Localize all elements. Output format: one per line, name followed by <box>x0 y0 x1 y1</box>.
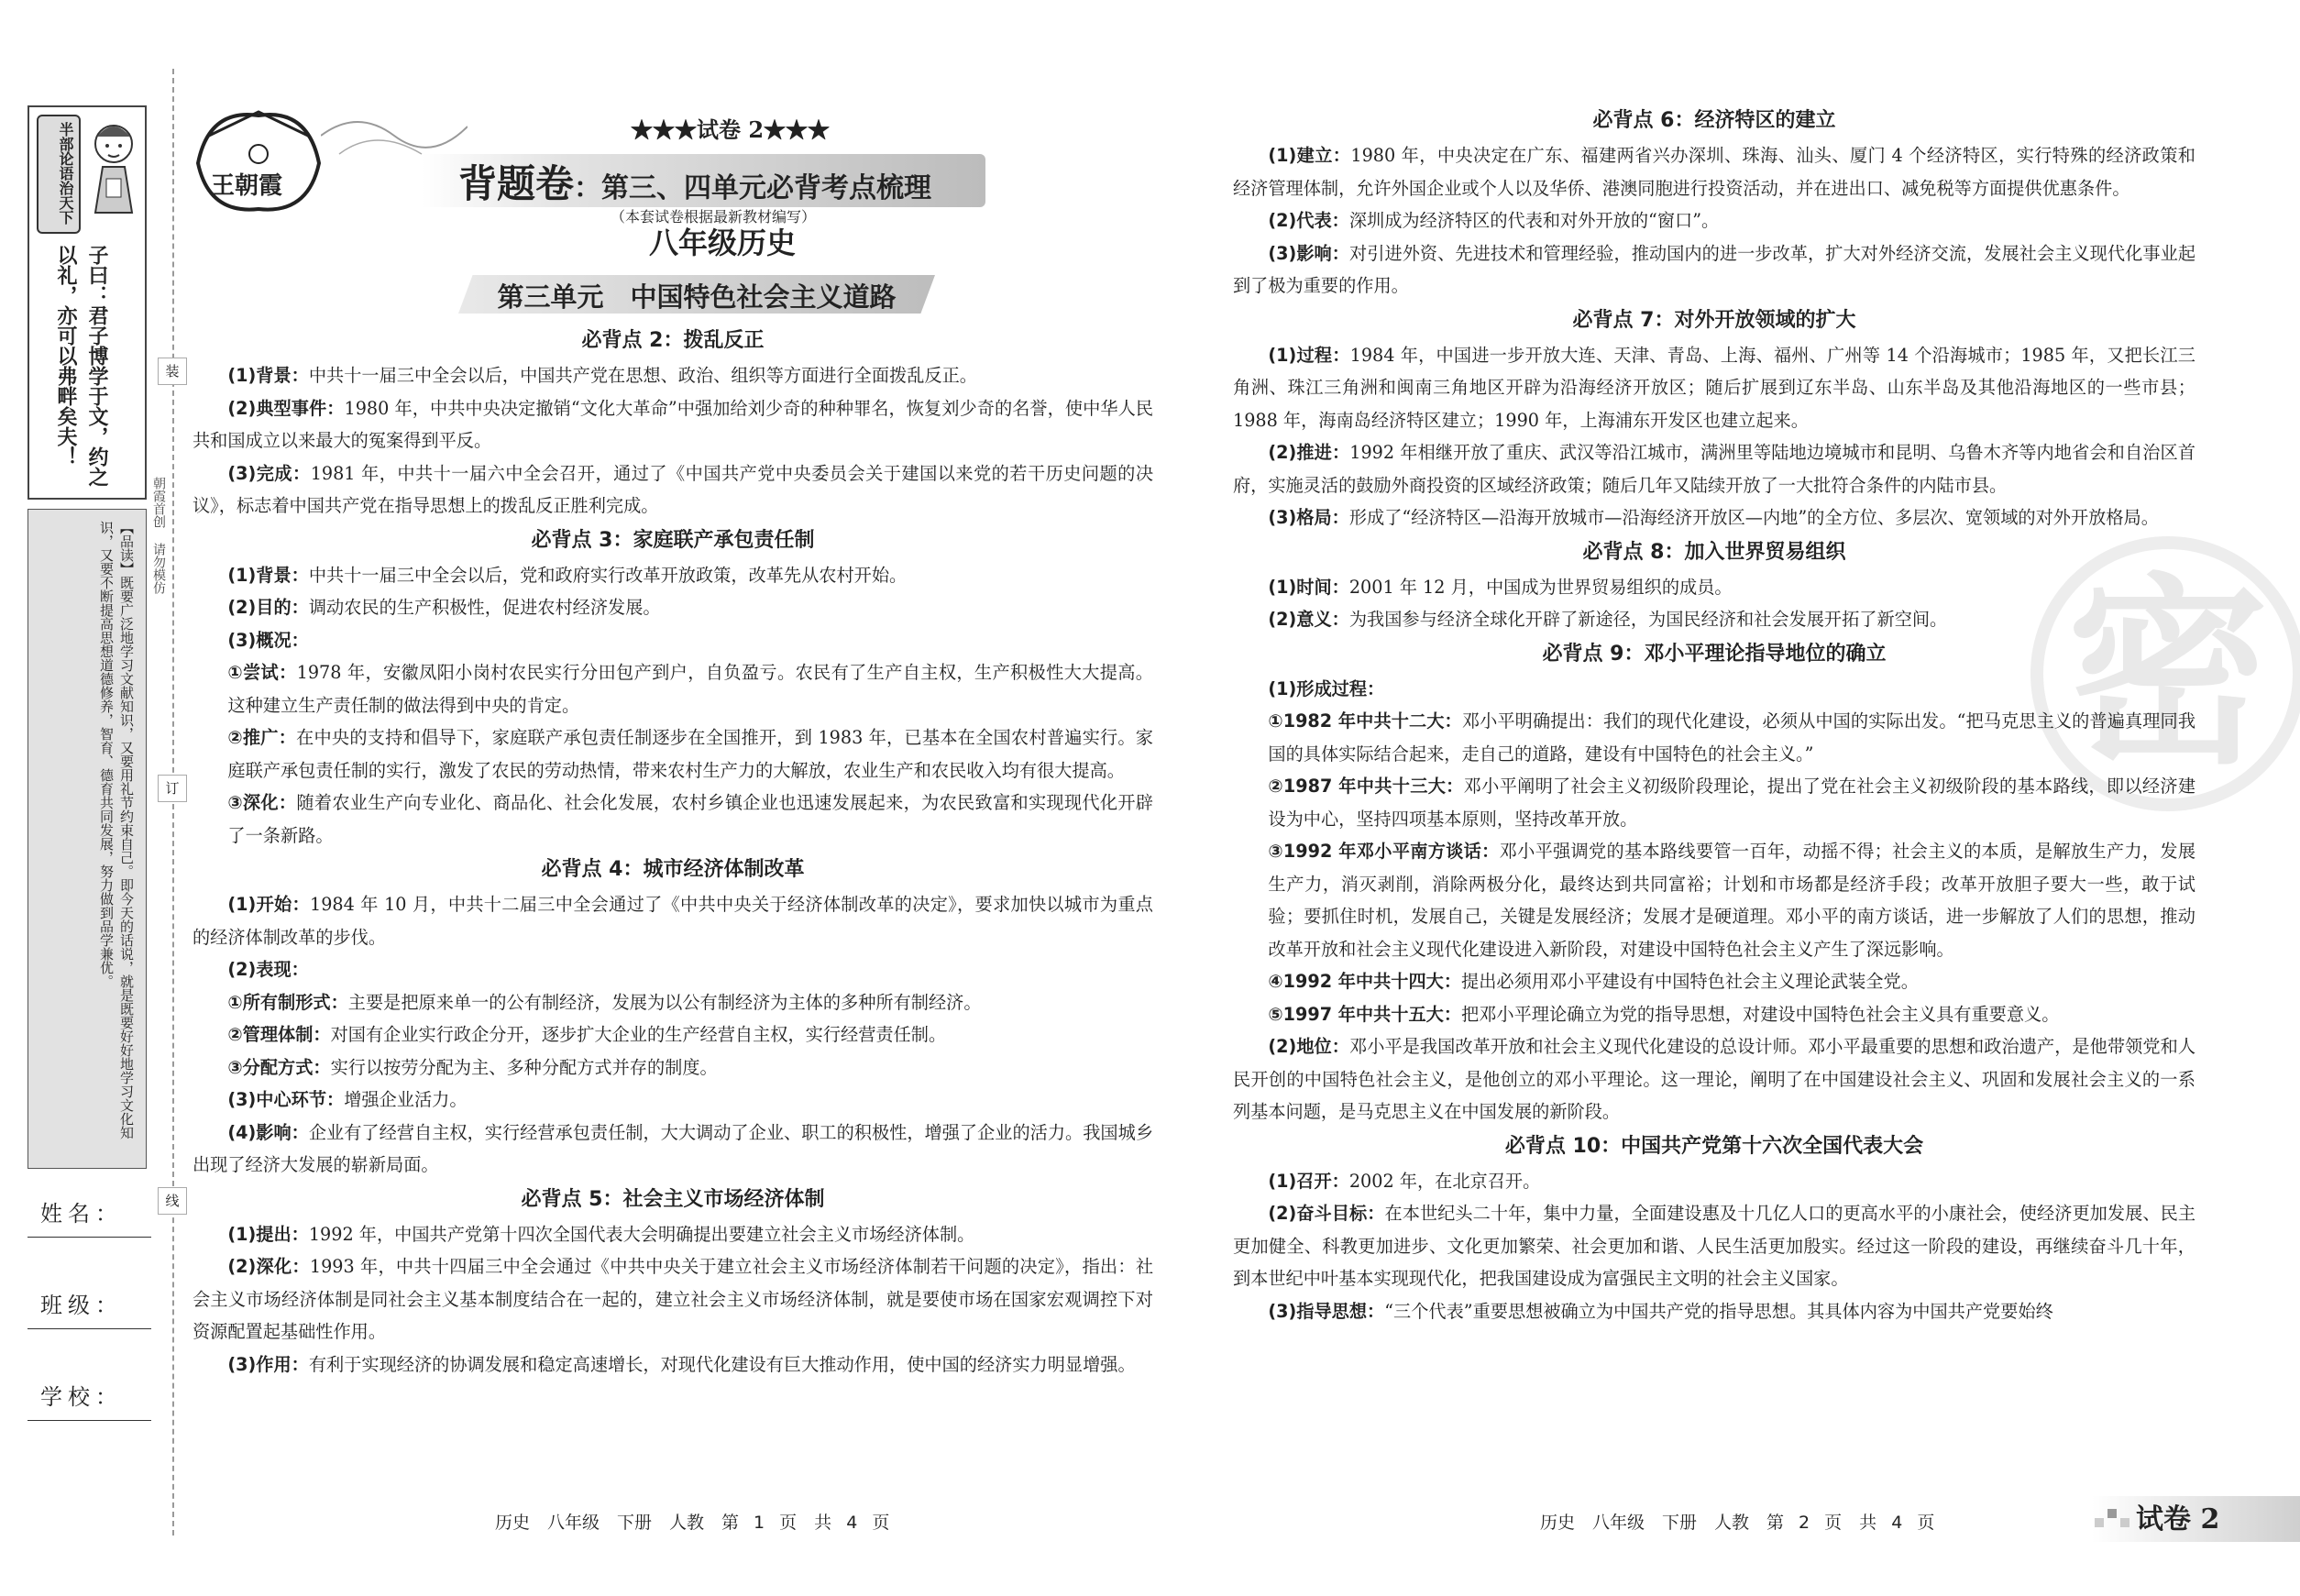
school-label: 学校： <box>40 1384 123 1410</box>
point <box>1233 501 2195 534</box>
point-text: 主要是把原来单一的公有制经济，发展为以公有制经济为主体的多种所有制经济。 <box>347 991 982 1013</box>
point-text: 1992 年，中国共产党第十四次全国代表大会明确提出要建立社会主义市场经济体制。 <box>308 1223 975 1245</box>
edition-note: （本套试卷根据最新教材编写） <box>611 208 817 226</box>
point-label: (1)开始： <box>227 894 310 915</box>
section-heading: 必背点 6：经济特区的建立 <box>1592 109 1836 132</box>
page-title <box>458 154 931 209</box>
point <box>193 624 1153 657</box>
point-text: 1980 年，中央决定在广东、福建两省兴办深圳、珠海、汕头、厦门 4 个经济特区，实行特殊的经济政策和经济管理体制，允许外国企业或个人以及华侨、港澳同胞进行投资活动，并在进出口、减免税等方面提供优惠条件。 <box>1233 145 2195 199</box>
point-text: 1984 年 10 月，中共十二届三中全会通过了《中共中央关于经济体制改革的决定》，要求加快以城市为重点的经济体制改革的步伐。 <box>193 894 1153 948</box>
point-text: 深圳成为经济特区的代表和对外开放的“窗口”。 <box>1348 210 1720 231</box>
class-label: 班级： <box>40 1293 123 1318</box>
title-sub: ：第三、四单元必背考点梳理 <box>574 172 932 204</box>
point-label: (1)过程： <box>1268 344 1350 366</box>
scholar-illustration <box>86 116 141 217</box>
unit-title: 第三单元 中国特色社会主义道路 <box>497 281 897 313</box>
point-text: 邓小平明确提出：我们的现代化建设，必须从中国的实际出发。“把马克思主义的普遍真理同我国的具体实际结合起来，走自己的道路，建设有中国特色的社会主义。” <box>1268 710 2196 765</box>
point-label: (1)形成过程： <box>1268 677 1385 699</box>
point <box>1233 1197 2195 1295</box>
point-label: ②管理体制： <box>227 1024 331 1045</box>
point-text: 1993 年，中共十四届三中全会通过《中共中央关于建立社会主义市场经济体制若干问题的决定》，指出：社会主义市场经济体制是同社会主义基本制度结合在一起的，建立社会主义市场经济体制，就是要使市场在国家宏观调控下对资源配置起基础性作用。 <box>193 1256 1154 1342</box>
point-text: 1984 年，中国进一步开放大连、天津、青岛、上海、福州、广州等 14 个沿海城市；1985 年，又把长江三角洲、珠江三角洲和闽南三角地区开辟为沿海经济开放区；随后扩展到辽东半岛、山东半岛及其他沿海地区的一些市县；1988 年，海南岛经济特区建立；1990 年，上海浦东开发区也建立起来。 <box>1233 344 2195 431</box>
section-heading: 必背点 10：中国共产党第十六次全国代表大会 <box>1504 1134 1924 1158</box>
section-heading: 必背点 8：加入世界贸易组织 <box>1582 540 1846 564</box>
point-text: 形成了“经济特区—沿海开放城市—沿海经济开放区—内地”的全方位、多层次、宽领域的对外开放格局。 <box>1348 507 2159 528</box>
lunyu-badge <box>37 115 81 234</box>
pindu-box <box>28 509 147 1169</box>
point-text: 对国有企业实行政企分开，逐步扩大企业的生产经营自主权，实行经营责任制。 <box>330 1024 947 1045</box>
point-text: 中共十一届三中全会以后，党和政府实行改革开放政策，改革先从农村开始。 <box>308 564 908 586</box>
binding-mark-2: 订 <box>158 775 187 802</box>
point <box>193 953 1153 986</box>
corner-squares-icon <box>2095 1505 2131 1533</box>
corner-paper-label: 试卷 2 <box>2136 1503 2220 1535</box>
brand-logo <box>191 108 326 216</box>
sub-point <box>193 986 1153 1019</box>
point-label: (2)代表： <box>1268 210 1349 231</box>
point <box>193 1348 1153 1381</box>
point-text: 为我国参与经济全球化开辟了新途径，为国民经济和社会发展开拓了新空间。 <box>1348 609 1948 630</box>
binding-mark-3: 线 <box>158 1187 187 1215</box>
point <box>1233 237 2195 303</box>
point-text: 1992 年相继开放了重庆、武汉等沿江城市，满洲里等陆地边境城市和昆明、乌鲁木齐等内地省会和自治区首府，实施灵活的鼓励外商投资的区域经济政策；随后几年又陆续开放了一大批符合条件的内陆市县。 <box>1233 442 2195 496</box>
point-label: (1)召开： <box>1268 1170 1349 1192</box>
point-label: (2)推进： <box>1268 442 1350 463</box>
point <box>1233 1165 2195 1198</box>
point <box>193 888 1153 953</box>
point-label: ①1982 年中共十二大： <box>1268 710 1462 732</box>
point-text: 对引进外资、先进技术和管理经验，推动国内的进一步改革，扩大对外经济交流，发展社会主义现代化事业起到了极为重要的作用。 <box>1233 242 2196 296</box>
point-label: (3)指导思想： <box>1268 1300 1385 1322</box>
right-column <box>1233 103 2195 1327</box>
point-text: 1980 年，中共中央决定撤销“文化大革命”中强加给刘少奇的种种罪名，恢复刘少奇的名誉，使中华人民共和国成立以来最大的冤案得到平反。 <box>193 397 1154 451</box>
sub-point <box>193 656 1153 721</box>
point-text: 增强企业活力。 <box>344 1089 468 1110</box>
point-text: 邓小平强调党的基本路线要管一百年，动摇不得；社会主义的本质，是解放生产力，发展生产力，消灭剥削，消除两极分化，最终达到共同富裕；计划和市场都是经济手段；改革开放胆子要大一些，敢于试验；要抓住时机，发展自己，关键是发展经济；发展才是硬道理。邓小平的南方谈话，进一步解放了人们的思想，推动改革开放和社会主义现代化建设进入新阶段，对建设中国特色社会主义产生了深远影响。 <box>1268 841 2196 960</box>
point-label: ②1987 年中共十三大： <box>1268 776 1464 797</box>
point-text: 中共十一届三中全会以后，中国共产党在思想、政治、组织等方面进行全面拨乱反正。 <box>308 365 977 386</box>
point-text: 1978 年，安徽凤阳小岗村农民实行分田包产到户，自负盈亏。农民有了生产自主权，生产积极性大大提高。这种建立生产责任制的做法得到中央的肯定。 <box>227 662 1153 716</box>
point <box>1233 436 2195 501</box>
left-column <box>193 323 1153 1381</box>
point <box>1233 139 2195 204</box>
point <box>193 559 1153 592</box>
point-label: (3)中心环节： <box>227 1089 345 1110</box>
point-label: ②推广： <box>227 727 297 748</box>
sub-point <box>193 787 1153 852</box>
point <box>193 457 1153 523</box>
point-label: (1)时间： <box>1268 576 1349 598</box>
point-label: (2)典型事件： <box>227 397 345 419</box>
point-label: (2)意义： <box>1268 609 1349 630</box>
point-text: 在中央的支持和倡导下，家庭联产承包责任制逐步在全国推开，到 1983 年，已基本在全国农村普遍实行。家庭联产承包责任制的实行，激发了农民的劳动热情，带来农村生产力的大解放，农业生产和农民收入均有很大提高。 <box>227 727 1153 781</box>
point-text: 实行以按劳分配为主、多种分配方式并存的制度。 <box>330 1056 718 1078</box>
footer-page-1: 历史 八年级 下册 人教 第 1 页 共 4 页 <box>495 1513 890 1533</box>
point-label: (3)概况： <box>227 629 309 651</box>
point-text: 邓小平阐明了社会主义初级阶段理论，提出了党在社会主义初级阶段的基本路线，即以经济建设为中心，坚持四项基本原则，坚持改革开放。 <box>1268 776 2196 830</box>
point <box>1233 1030 2195 1128</box>
binding-line <box>172 69 174 1535</box>
sub-point <box>1233 965 2195 998</box>
point <box>1233 673 2195 706</box>
point-text: 把邓小平理论确立为党的指导思想，对建设中国特色社会主义具有重要意义。 <box>1461 1003 2060 1025</box>
point <box>1233 204 2195 237</box>
sub-point <box>193 1018 1153 1051</box>
point-label: ③1992 年邓小平南方谈话： <box>1268 841 1500 862</box>
sub-point <box>193 721 1153 787</box>
point-text: 在本世纪头二十年，集中力量，全面建设惠及十几亿人口的更高水平的小康社会，使经济更加发展、民主更加健全、科教更加进步、文化更加繁荣、社会更加和谐、人民生活更加殷实。经过这一阶段的建设，再继续奋斗几十年，到本世纪中叶基本实现现代化，把我国建设成为富强民主文明的社会主义国家。 <box>1233 1203 2196 1289</box>
point-label: (1)背景： <box>227 365 309 386</box>
point <box>1233 571 2195 604</box>
point-label: (2)表现： <box>227 959 309 980</box>
sub-point <box>193 1051 1153 1084</box>
point-label: (3)格局： <box>1268 507 1349 528</box>
section-heading: 必背点 2：拨乱反正 <box>581 329 765 352</box>
class-field[interactable] <box>28 1270 151 1329</box>
point <box>193 591 1153 624</box>
logo-text: 王朝霞 <box>211 172 283 200</box>
section-heading: 必背点 7：对外开放领域的扩大 <box>1572 308 1856 332</box>
point-label: ①所有制形式： <box>227 991 348 1013</box>
point-text: 有利于实现经济的协调发展和稳定高速增长，对现代化建设有巨大推动作用，使中国的经济实力明显增强。 <box>308 1353 1136 1375</box>
point <box>193 392 1153 457</box>
point <box>1233 1295 2195 1328</box>
point-text: 调动农民的生产积极性，促进农村经济发展。 <box>308 597 661 618</box>
point-label: (1)提出： <box>227 1223 309 1245</box>
school-field[interactable] <box>28 1361 151 1421</box>
motto-text: 子曰：君子博学于文，约之以礼，亦可以弗畔矣夫！ <box>54 245 108 487</box>
point-text: 2002 年，在北京召开。 <box>1348 1170 1541 1192</box>
secret-watermark: 密 <box>2030 536 2300 811</box>
name-label: 姓名： <box>40 1201 123 1227</box>
sub-point <box>1233 705 2195 770</box>
point-text: 企业有了经营自主权，实行经营承包责任制，大大调动了企业、职工的积极性，增强了企业的活力。我国城乡出现了经济大发展的崭新局面。 <box>193 1121 1154 1175</box>
point-text: 提出必须用邓小平建设有中国特色社会主义理论武装全党。 <box>1461 971 1919 992</box>
point-label: (1)背景： <box>227 564 309 586</box>
point-label: (4)影响： <box>227 1121 309 1143</box>
section-heading: 必背点 9：邓小平理论指导地位的确立 <box>1542 642 1887 666</box>
point-label: ⑤1997 年中共十五大： <box>1268 1003 1462 1025</box>
pindu-text: 【品读】既要广泛地学习文献知识，又要用礼节约束自己。即今天的话说，就是既要好好地学习文化知识，又要不断提高思想道德修养，智育、德育共同发展，努力做到品学兼优。 <box>98 521 135 1139</box>
badge-text: 半部论语治天下 <box>57 122 74 225</box>
point-label: ④1992 年中共十四大： <box>1268 971 1462 992</box>
sidebar <box>28 105 151 1444</box>
point <box>193 1084 1153 1117</box>
footer-page-2: 历史 八年级 下册 人教 第 2 页 共 4 页 <box>1540 1513 1935 1533</box>
section-heading: 必背点 4：城市经济体制改革 <box>541 858 805 881</box>
point <box>1233 603 2195 636</box>
point-text: 2001 年 12 月，中国成为世界贸易组织的成员。 <box>1348 576 1733 598</box>
point-label: ③深化： <box>227 792 297 813</box>
sub-point <box>1233 770 2195 835</box>
point-text: 随着农业生产向专业化、商品化、社会化发展，农村乡镇企业也迅速发展起来，为农民致富和实现现代化开辟了一条新路。 <box>227 792 1153 846</box>
binding-mark-1: 装 <box>158 358 187 385</box>
sub-point <box>1233 998 2195 1031</box>
subject-title: 八年级历史 <box>649 226 797 260</box>
point <box>193 1117 1153 1182</box>
section-heading: 必背点 5：社会主义市场经济体制 <box>521 1187 825 1211</box>
point-text: “三个代表”重要思想被确立为中国共产党的指导思想。其具体内容为中国共产党要始终 <box>1384 1300 2053 1322</box>
point-label: (2)奋斗目标： <box>1268 1203 1385 1224</box>
sub-point <box>1233 835 2195 965</box>
point-label: (2)深化： <box>227 1256 310 1277</box>
point-label: (3)影响： <box>1268 242 1350 264</box>
point <box>193 1250 1153 1348</box>
point-label: (1)建立： <box>1268 145 1351 166</box>
point-label: (2)目的： <box>227 597 309 618</box>
point <box>193 1218 1153 1251</box>
point <box>1233 339 2195 437</box>
point-label: (3)完成： <box>227 462 311 484</box>
point <box>193 359 1153 392</box>
paper-number: ★★★试卷 2★★★ <box>631 116 831 143</box>
point-label: ①尝试： <box>227 662 297 683</box>
motto-box <box>28 105 147 500</box>
title-main: 背题卷 <box>458 161 575 206</box>
dash-note: 朝霞首创 请勿模仿 <box>151 477 166 594</box>
point-label: ③分配方式： <box>227 1056 331 1078</box>
point-label: (3)作用： <box>227 1353 309 1375</box>
point-label: (2)地位： <box>1268 1036 1350 1057</box>
section-heading: 必背点 3：家庭联产承包责任制 <box>531 528 815 552</box>
point-text: 1981 年，中共十一届六中全会召开，通过了《中国共产党中央委员会关于建国以来党的若干历史问题的决议》，标志着中国共产党在指导思想上的拨乱反正胜利完成。 <box>193 462 1154 516</box>
point-text: 邓小平是我国改革开放和社会主义现代化建设的总设计师。邓小平最重要的思想和政治遗产，是他带领党和人民开创的中国特色社会主义，是他创立的邓小平理论。这一理论，阐明了在中国建设社会主义、巩固和发展社会主义的一系列基本问题，是马克思主义在中国发展的新阶段。 <box>1233 1036 2196 1122</box>
name-field[interactable] <box>28 1178 151 1238</box>
